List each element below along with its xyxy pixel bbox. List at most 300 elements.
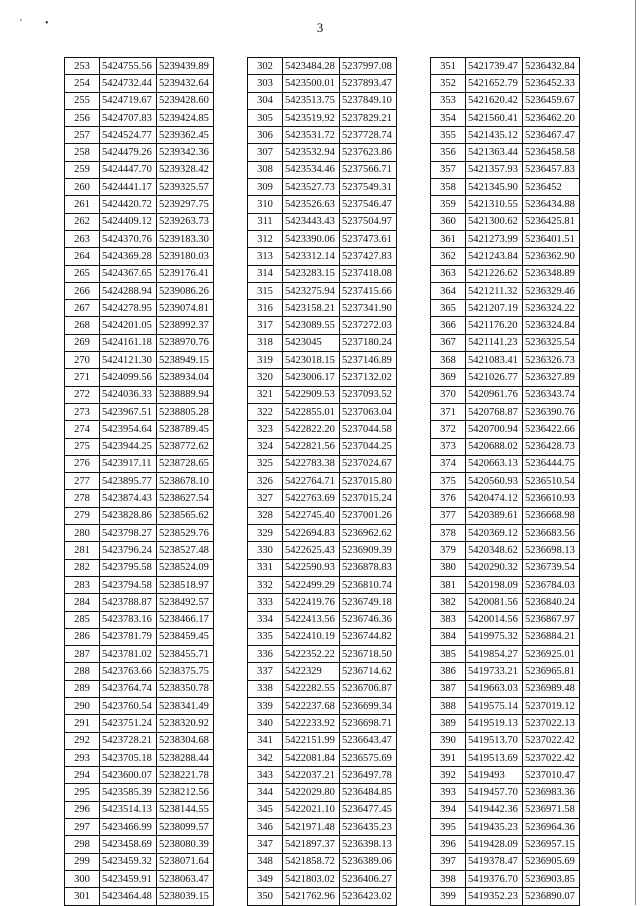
y-coordinate-cell: 5238341.49 — [157, 697, 214, 714]
x-coordinate-cell: 5421345.90 — [466, 179, 523, 196]
y-coordinate-cell: 5236971.58 — [523, 801, 580, 818]
point-number-cell: 381 — [431, 576, 466, 593]
table-row — [248, 749, 397, 766]
y-coordinate-cell: 5239263.73 — [157, 213, 214, 230]
point-number-cell: 288 — [65, 663, 100, 680]
x-coordinate-cell: 5423158.21 — [283, 300, 340, 317]
y-coordinate-cell: 5236965.81 — [523, 663, 580, 680]
table-row — [248, 646, 397, 663]
y-coordinate-cell: 5236957.15 — [523, 836, 580, 853]
x-coordinate-cell: 5422783.38 — [283, 455, 340, 472]
y-coordinate-cell: 5237623.86 — [340, 144, 397, 161]
table-row — [65, 75, 214, 92]
table-row — [248, 352, 397, 369]
y-coordinate-cell: 5238039.15 — [157, 888, 214, 905]
table-row — [431, 870, 580, 887]
table-row — [65, 473, 214, 490]
table-row — [431, 663, 580, 680]
x-coordinate-cell: 5419352.23 — [466, 888, 523, 905]
x-coordinate-cell: 5421363.44 — [466, 144, 523, 161]
table-row — [431, 542, 580, 559]
x-coordinate-cell: 5423514.13 — [100, 801, 157, 818]
table-row — [248, 230, 397, 247]
x-coordinate-cell: 5421226.62 — [466, 265, 523, 282]
y-coordinate-cell: 5238805.28 — [157, 403, 214, 420]
x-coordinate-cell: 5424707.83 — [100, 109, 157, 126]
x-coordinate-cell: 5422590.93 — [283, 559, 340, 576]
x-coordinate-cell: 5421858.72 — [283, 853, 340, 870]
table-row — [65, 594, 214, 611]
table-row — [248, 870, 397, 887]
x-coordinate-cell: 5420198.09 — [466, 576, 523, 593]
point-number-cell: 289 — [65, 680, 100, 697]
table-row — [431, 473, 580, 490]
point-number-cell: 262 — [65, 213, 100, 230]
table-row — [248, 507, 397, 524]
table-row — [248, 784, 397, 801]
x-coordinate-cell: 5421026.77 — [466, 369, 523, 386]
point-number-cell: 311 — [248, 213, 283, 230]
x-coordinate-cell: 5422413.56 — [283, 611, 340, 628]
x-coordinate-cell: 5420014.56 — [466, 611, 523, 628]
y-coordinate-cell: 5239180.03 — [157, 248, 214, 265]
x-coordinate-cell: 5421971.48 — [283, 819, 340, 836]
point-number-cell: 327 — [248, 490, 283, 507]
table-row — [248, 92, 397, 109]
y-coordinate-cell: 5238080.39 — [157, 836, 214, 853]
y-coordinate-cell: 5238492.57 — [157, 594, 214, 611]
x-coordinate-cell: 5424121.30 — [100, 352, 157, 369]
point-number-cell: 325 — [248, 455, 283, 472]
y-coordinate-cell: 5237893.47 — [340, 75, 397, 92]
page-edge-line — [635, 0, 636, 905]
point-number-cell: 351 — [431, 58, 466, 75]
x-coordinate-cell: 5419519.13 — [466, 715, 523, 732]
point-number-cell: 312 — [248, 230, 283, 247]
table-row — [65, 767, 214, 784]
y-coordinate-cell: 5238527.48 — [157, 542, 214, 559]
x-coordinate-cell: 5423874.43 — [100, 490, 157, 507]
point-number-cell: 282 — [65, 559, 100, 576]
table-row — [65, 697, 214, 714]
x-coordinate-cell: 5422763.69 — [283, 490, 340, 507]
x-coordinate-cell: 5424367.65 — [100, 265, 157, 282]
y-coordinate-cell: 5238375.75 — [157, 663, 214, 680]
point-number-cell: 335 — [248, 628, 283, 645]
x-coordinate-cell: 5422237.68 — [283, 697, 340, 714]
point-number-cell: 354 — [431, 109, 466, 126]
point-number-cell: 364 — [431, 282, 466, 299]
y-coordinate-cell: 5237549.31 — [340, 179, 397, 196]
x-coordinate-cell: 5421762.96 — [283, 888, 340, 905]
table-row — [65, 507, 214, 524]
point-number-cell: 356 — [431, 144, 466, 161]
point-number-cell: 344 — [248, 784, 283, 801]
table-row — [248, 697, 397, 714]
table-row — [65, 403, 214, 420]
y-coordinate-cell: 5236401.51 — [523, 230, 580, 247]
y-coordinate-cell: 5236434.88 — [523, 196, 580, 213]
point-number-cell: 284 — [65, 594, 100, 611]
y-coordinate-cell: 5236643.47 — [340, 732, 397, 749]
x-coordinate-cell: 5419428.09 — [466, 836, 523, 853]
y-coordinate-cell: 5237024.67 — [340, 455, 397, 472]
table-row — [65, 525, 214, 542]
point-number-cell: 380 — [431, 559, 466, 576]
x-coordinate-cell: 5423459.91 — [100, 870, 157, 887]
point-number-cell: 369 — [431, 369, 466, 386]
table-row — [431, 732, 580, 749]
y-coordinate-cell: 5238934.04 — [157, 369, 214, 386]
x-coordinate-cell: 5419513.69 — [466, 749, 523, 766]
y-coordinate-cell: 5236683.56 — [523, 525, 580, 542]
x-coordinate-cell: 5423484.28 — [283, 58, 340, 75]
x-coordinate-cell: 5421083.41 — [466, 352, 523, 369]
x-coordinate-cell: 5423781.02 — [100, 646, 157, 663]
x-coordinate-cell: 5424755.56 — [100, 58, 157, 75]
y-coordinate-cell: 5238678.10 — [157, 473, 214, 490]
point-number-cell: 374 — [431, 455, 466, 472]
x-coordinate-cell: 5420700.94 — [466, 421, 523, 438]
y-coordinate-cell: 5237418.08 — [340, 265, 397, 282]
y-coordinate-cell: 5238518.97 — [157, 576, 214, 593]
x-coordinate-cell: 5423018.15 — [283, 352, 340, 369]
x-coordinate-cell: 5422499.29 — [283, 576, 340, 593]
x-coordinate-cell: 5421803.02 — [283, 870, 340, 887]
x-coordinate-cell: 5419493 — [466, 767, 523, 784]
x-coordinate-cell: 5423532.94 — [283, 144, 340, 161]
x-coordinate-cell: 5421739.47 — [466, 58, 523, 75]
y-coordinate-cell: 5236989.48 — [523, 680, 580, 697]
y-coordinate-cell: 5236810.74 — [340, 576, 397, 593]
table-row — [65, 853, 214, 870]
x-coordinate-cell: 5424479.26 — [100, 144, 157, 161]
y-coordinate-cell: 5239328.42 — [157, 161, 214, 178]
y-coordinate-cell: 5236699.34 — [340, 697, 397, 714]
x-coordinate-cell: 5420560.93 — [466, 473, 523, 490]
table-row — [248, 455, 397, 472]
point-number-cell: 298 — [65, 836, 100, 853]
table-row — [65, 784, 214, 801]
x-coordinate-cell: 5420768.87 — [466, 403, 523, 420]
y-coordinate-cell: 5239325.57 — [157, 179, 214, 196]
table-row — [431, 715, 580, 732]
table-row — [65, 352, 214, 369]
y-coordinate-cell: 5238063.47 — [157, 870, 214, 887]
x-coordinate-cell: 5419854.27 — [466, 646, 523, 663]
table-row — [248, 525, 397, 542]
point-number-cell: 296 — [65, 801, 100, 818]
y-coordinate-cell: 5236327.89 — [523, 369, 580, 386]
y-coordinate-cell: 5238320.92 — [157, 715, 214, 732]
point-number-cell: 302 — [248, 58, 283, 75]
point-number-cell: 317 — [248, 317, 283, 334]
table-row — [248, 161, 397, 178]
y-coordinate-cell: 5238466.17 — [157, 611, 214, 628]
point-number-cell: 334 — [248, 611, 283, 628]
point-number-cell: 343 — [248, 767, 283, 784]
point-number-cell: 305 — [248, 109, 283, 126]
point-number-cell: 309 — [248, 179, 283, 196]
point-number-cell: 395 — [431, 819, 466, 836]
table-row — [248, 75, 397, 92]
table-row — [431, 334, 580, 351]
x-coordinate-cell: 5421357.93 — [466, 161, 523, 178]
point-number-cell: 307 — [248, 144, 283, 161]
table-row — [65, 611, 214, 628]
y-coordinate-cell: 5236698.13 — [523, 542, 580, 559]
point-number-cell: 347 — [248, 836, 283, 853]
y-coordinate-cell: 5237415.66 — [340, 282, 397, 299]
point-number-cell: 255 — [65, 92, 100, 109]
x-coordinate-cell: 5423531.72 — [283, 127, 340, 144]
y-coordinate-cell: 5236457.83 — [523, 161, 580, 178]
y-coordinate-cell: 5236432.84 — [523, 58, 580, 75]
y-coordinate-cell: 5239342.36 — [157, 144, 214, 161]
table-row — [248, 611, 397, 628]
point-number-cell: 359 — [431, 196, 466, 213]
margin-mark-1: ' — [20, 18, 22, 29]
x-coordinate-cell: 5423283.15 — [283, 265, 340, 282]
table-row — [248, 127, 397, 144]
y-coordinate-cell: 5237022.42 — [523, 749, 580, 766]
table-row — [248, 473, 397, 490]
table-row — [65, 438, 214, 455]
y-coordinate-cell: 5239439.89 — [157, 58, 214, 75]
x-coordinate-cell: 5424409.12 — [100, 213, 157, 230]
table-row — [248, 853, 397, 870]
table-row — [431, 230, 580, 247]
y-coordinate-cell: 5237146.89 — [340, 352, 397, 369]
x-coordinate-cell: 5421211.32 — [466, 282, 523, 299]
point-number-cell: 297 — [65, 819, 100, 836]
y-coordinate-cell: 5236964.36 — [523, 819, 580, 836]
table-row — [248, 801, 397, 818]
point-number-cell: 333 — [248, 594, 283, 611]
y-coordinate-cell: 5238221.78 — [157, 767, 214, 784]
y-coordinate-cell: 5238728.65 — [157, 455, 214, 472]
y-coordinate-cell: 5236718.50 — [340, 646, 397, 663]
x-coordinate-cell: 5422352.22 — [283, 646, 340, 663]
table-row — [248, 109, 397, 126]
x-coordinate-cell: 5423798.27 — [100, 525, 157, 542]
y-coordinate-cell: 5236909.39 — [340, 542, 397, 559]
y-coordinate-cell: 5239074.81 — [157, 300, 214, 317]
point-number-cell: 358 — [431, 179, 466, 196]
table-row — [65, 801, 214, 818]
x-coordinate-cell: 5419975.32 — [466, 628, 523, 645]
point-number-cell: 390 — [431, 732, 466, 749]
y-coordinate-cell: 5237022.42 — [523, 732, 580, 749]
point-number-cell: 366 — [431, 317, 466, 334]
coordinates-table-3 — [430, 57, 580, 906]
y-coordinate-cell: 5238304.68 — [157, 732, 214, 749]
point-number-cell: 386 — [431, 663, 466, 680]
x-coordinate-cell: 5424447.70 — [100, 161, 157, 178]
x-coordinate-cell: 5421300.62 — [466, 213, 523, 230]
table-row — [431, 559, 580, 576]
table-row — [248, 300, 397, 317]
table-row — [431, 801, 580, 818]
x-coordinate-cell: 5423466.99 — [100, 819, 157, 836]
point-number-cell: 399 — [431, 888, 466, 905]
table-row — [65, 58, 214, 75]
point-number-cell: 283 — [65, 576, 100, 593]
point-number-cell: 388 — [431, 697, 466, 714]
x-coordinate-cell: 5419663.03 — [466, 680, 523, 697]
point-number-cell: 361 — [431, 230, 466, 247]
table-row — [248, 248, 397, 265]
y-coordinate-cell: 5237427.83 — [340, 248, 397, 265]
y-coordinate-cell: 5238212.56 — [157, 784, 214, 801]
table-row — [248, 888, 397, 905]
y-coordinate-cell: 5239183.30 — [157, 230, 214, 247]
table-row — [248, 715, 397, 732]
table-row — [65, 870, 214, 887]
table-row — [65, 628, 214, 645]
point-number-cell: 304 — [248, 92, 283, 109]
y-coordinate-cell: 5238992.37 — [157, 317, 214, 334]
table-row — [431, 386, 580, 403]
x-coordinate-cell: 5424719.67 — [100, 92, 157, 109]
point-number-cell: 375 — [431, 473, 466, 490]
table-row — [248, 628, 397, 645]
x-coordinate-cell: 5423464.48 — [100, 888, 157, 905]
y-coordinate-cell: 5237997.08 — [340, 58, 397, 75]
table-row — [248, 594, 397, 611]
y-coordinate-cell: 5238288.44 — [157, 749, 214, 766]
y-coordinate-cell: 5237022.13 — [523, 715, 580, 732]
table-row — [248, 334, 397, 351]
table-row — [65, 680, 214, 697]
x-coordinate-cell: 5424288.94 — [100, 282, 157, 299]
point-number-cell: 368 — [431, 352, 466, 369]
x-coordinate-cell: 5423600.07 — [100, 767, 157, 784]
table-row — [248, 403, 397, 420]
point-number-cell: 376 — [431, 490, 466, 507]
table-row — [248, 213, 397, 230]
table-row — [65, 334, 214, 351]
point-number-cell: 266 — [65, 282, 100, 299]
point-number-cell: 273 — [65, 403, 100, 420]
y-coordinate-cell: 5238789.45 — [157, 421, 214, 438]
y-coordinate-cell: 5238459.45 — [157, 628, 214, 645]
point-number-cell: 353 — [431, 92, 466, 109]
point-number-cell: 299 — [65, 853, 100, 870]
point-number-cell: 259 — [65, 161, 100, 178]
y-coordinate-cell: 5236884.21 — [523, 628, 580, 645]
y-coordinate-cell: 5237063.04 — [340, 403, 397, 420]
y-coordinate-cell: 5236458.58 — [523, 144, 580, 161]
x-coordinate-cell: 5423760.54 — [100, 697, 157, 714]
y-coordinate-cell: 5236398.13 — [340, 836, 397, 853]
x-coordinate-cell: 5423781.79 — [100, 628, 157, 645]
table-row — [248, 663, 397, 680]
y-coordinate-cell: 5237019.12 — [523, 697, 580, 714]
table-row — [65, 732, 214, 749]
table-row — [65, 92, 214, 109]
coordinates-table-2 — [247, 57, 397, 906]
x-coordinate-cell: 5422151.99 — [283, 732, 340, 749]
point-number-cell: 337 — [248, 663, 283, 680]
y-coordinate-cell: 5237015.24 — [340, 490, 397, 507]
y-coordinate-cell: 5236423.02 — [340, 888, 397, 905]
table-row — [248, 58, 397, 75]
x-coordinate-cell: 5423944.25 — [100, 438, 157, 455]
table-row — [65, 559, 214, 576]
table-row — [431, 490, 580, 507]
point-number-cell: 391 — [431, 749, 466, 766]
y-coordinate-cell: 5236575.69 — [340, 749, 397, 766]
x-coordinate-cell: 5423764.74 — [100, 680, 157, 697]
table-row — [431, 352, 580, 369]
x-coordinate-cell: 5424099.56 — [100, 369, 157, 386]
margin-mark-2: • — [45, 18, 49, 29]
y-coordinate-cell: 5237566.71 — [340, 161, 397, 178]
x-coordinate-cell: 5424278.95 — [100, 300, 157, 317]
point-number-cell: 269 — [65, 334, 100, 351]
point-number-cell: 349 — [248, 870, 283, 887]
point-number-cell: 315 — [248, 282, 283, 299]
table-row — [431, 213, 580, 230]
table-row — [248, 542, 397, 559]
x-coordinate-cell: 5423954.64 — [100, 421, 157, 438]
point-number-cell: 279 — [65, 507, 100, 524]
table-row — [431, 179, 580, 196]
y-coordinate-cell: 5236452 — [523, 179, 580, 196]
table-row — [431, 421, 580, 438]
x-coordinate-cell: 5423967.51 — [100, 403, 157, 420]
table-row — [431, 697, 580, 714]
y-coordinate-cell: 5237180.24 — [340, 334, 397, 351]
table-row — [431, 507, 580, 524]
x-coordinate-cell: 5422909.53 — [283, 386, 340, 403]
x-coordinate-cell: 5422822.20 — [283, 421, 340, 438]
point-number-cell: 257 — [65, 127, 100, 144]
x-coordinate-cell: 5422410.19 — [283, 628, 340, 645]
point-number-cell: 290 — [65, 697, 100, 714]
table-row — [65, 542, 214, 559]
y-coordinate-cell: 5237010.47 — [523, 767, 580, 784]
y-coordinate-cell: 5238970.76 — [157, 334, 214, 351]
y-coordinate-cell: 5237093.52 — [340, 386, 397, 403]
point-number-cell: 264 — [65, 248, 100, 265]
table-row — [248, 490, 397, 507]
point-number-cell: 281 — [65, 542, 100, 559]
table-row — [431, 317, 580, 334]
x-coordinate-cell: 5420688.02 — [466, 438, 523, 455]
point-number-cell: 274 — [65, 421, 100, 438]
point-number-cell: 294 — [65, 767, 100, 784]
point-number-cell: 371 — [431, 403, 466, 420]
table-row — [65, 455, 214, 472]
table-row — [65, 646, 214, 663]
point-number-cell: 350 — [248, 888, 283, 905]
x-coordinate-cell: 5423751.24 — [100, 715, 157, 732]
x-coordinate-cell: 5420474.12 — [466, 490, 523, 507]
table-row — [65, 888, 214, 905]
y-coordinate-cell: 5239297.75 — [157, 196, 214, 213]
table-row — [65, 369, 214, 386]
table-row — [248, 438, 397, 455]
y-coordinate-cell: 5238524.09 — [157, 559, 214, 576]
x-coordinate-cell: 5422821.56 — [283, 438, 340, 455]
x-coordinate-cell: 5423788.87 — [100, 594, 157, 611]
x-coordinate-cell: 5419378.47 — [466, 853, 523, 870]
table-row — [248, 836, 397, 853]
x-coordinate-cell: 5422764.71 — [283, 473, 340, 490]
y-coordinate-cell: 5236467.47 — [523, 127, 580, 144]
